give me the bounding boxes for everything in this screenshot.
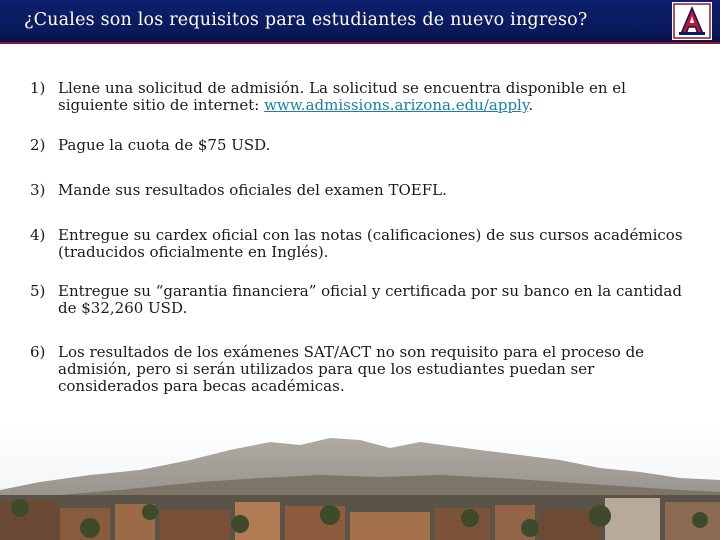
item-text: Pague la cuota de $75 USD. <box>58 136 271 154</box>
item-text: Llene una solicitud de admisión. La solicitud se encuentra disponible en el siguiente sitio de internet: <box>58 79 626 114</box>
requirement-item-2 <box>30 137 690 182</box>
requirement-item-4 <box>30 227 690 283</box>
item-number: 1) <box>30 79 46 97</box>
requirement-item-1 <box>30 80 690 137</box>
item-number: 4) <box>30 226 46 244</box>
item-text: Mande sus resultados oficiales del examen TOEFL. <box>58 181 447 199</box>
university-arizona-logo-icon <box>672 2 712 40</box>
item-number: 6) <box>30 343 46 361</box>
campus-skyline-image <box>0 420 720 540</box>
item-text: Los resultados de los exámenes SAT/ACT no son requisito para el proceso de admisión, pero si serán utilizados para que los estudiantes puedan ser considerados para becas académicas. <box>58 343 645 395</box>
admissions-link[interactable]: www.admissions.arizona.edu/apply <box>264 96 529 114</box>
requirement-item-3 <box>30 182 690 227</box>
item-text: Entregue su cardex oficial con las notas (calificaciones) de sus cursos académicos (traducidos oficialmente en Inglés). <box>58 226 683 261</box>
requirement-item-5 <box>30 283 690 344</box>
requirement-item-6 <box>30 344 690 395</box>
item-number: 3) <box>30 181 46 199</box>
item-number: 2) <box>30 136 46 154</box>
slide-title: ¿Cuales son los requisitos para estudiantes de nuevo ingreso? <box>24 10 588 30</box>
item-number: 5) <box>30 282 46 300</box>
item-text: Entregue su “garantia financiera” oficial y certificada por su banco en la cantidad de $32,260 USD. <box>58 282 682 317</box>
title-bar <box>0 0 720 44</box>
requirements-list <box>30 80 690 395</box>
item-text-end: . <box>528 96 534 114</box>
